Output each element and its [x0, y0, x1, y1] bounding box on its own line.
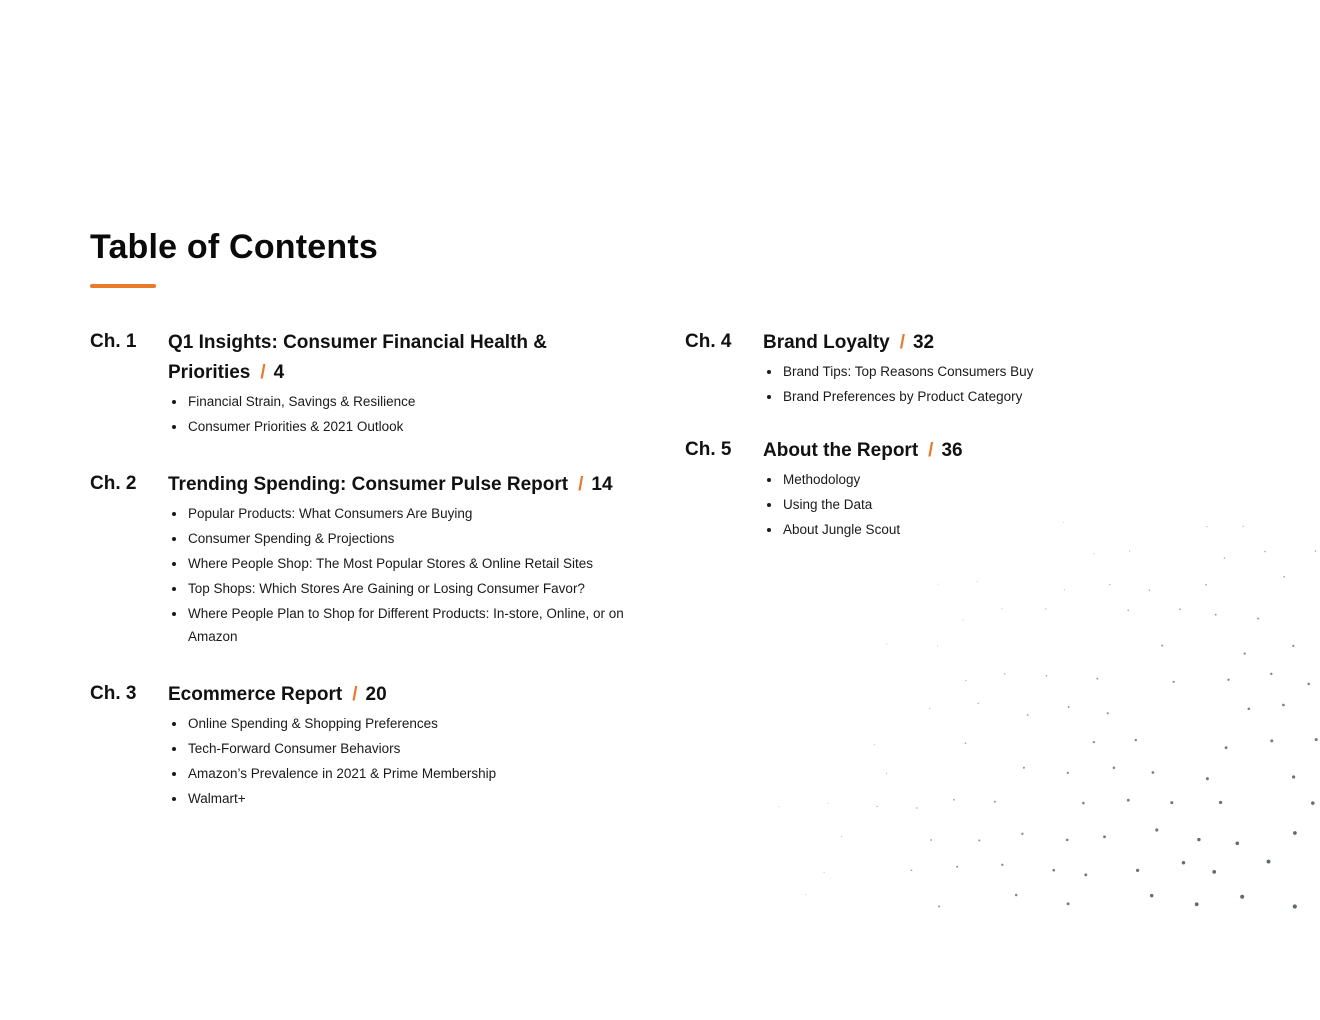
topic-list: [168, 390, 660, 438]
topic-item: Tech-Forward Consumer Behaviors: [168, 737, 660, 760]
separator-slash: /: [352, 684, 358, 705]
topic-item: Brand Preferences by Product Category: [763, 385, 1105, 408]
pattern-dot: [1152, 771, 1155, 774]
pattern-dot: [1135, 739, 1137, 741]
chapter-page-number: 32: [912, 332, 935, 353]
pattern-dot: [1021, 833, 1023, 835]
chapter-number: Ch. 2: [90, 473, 137, 494]
pattern-dot: [1155, 828, 1158, 831]
pattern-dot: [1315, 550, 1317, 552]
chapter-title: Trending Spending: Consumer Pulse Report: [168, 474, 569, 495]
separator-slash: /: [899, 332, 905, 353]
pattern-dot: [965, 743, 967, 745]
pattern-dot: [887, 644, 888, 645]
pattern-dot: [1173, 681, 1175, 683]
pattern-dot: [1094, 553, 1095, 554]
pattern-dot: [1205, 584, 1207, 586]
topic-item: Where People Shop: The Most Popular Stores & Online Retail Sites: [168, 552, 660, 575]
topic-item: Brand Tips: Top Reasons Consumers Buy: [763, 360, 1105, 383]
pattern-dot: [1107, 712, 1109, 714]
pattern-dot: [1127, 610, 1129, 612]
pattern-dot: [911, 869, 913, 871]
pattern-dot: [1023, 767, 1025, 769]
pattern-dot: [1264, 551, 1265, 552]
pattern-dot: [841, 836, 842, 837]
pattern-dot: [1027, 714, 1029, 716]
topic-list: [168, 712, 660, 810]
topic-item: Methodology: [763, 468, 1105, 491]
pattern-dot: [1046, 675, 1048, 677]
chapter-1: [90, 328, 660, 440]
chapter-2: [90, 470, 660, 650]
pattern-dot: [994, 801, 996, 803]
pattern-dot: [1212, 870, 1216, 874]
chapter-page-number: 4: [273, 362, 285, 383]
chapter-title: Brand Loyalty: [763, 332, 890, 353]
pattern-dot: [1244, 652, 1246, 654]
chapter-heading[interactable]: [168, 680, 660, 710]
pattern-dot: [1015, 894, 1018, 897]
pattern-dot: [1109, 584, 1110, 585]
pattern-dot: [1084, 873, 1087, 876]
pattern-dot: [1068, 706, 1070, 708]
topic-item: Financial Strain, Savings & Resilience: [168, 390, 660, 413]
pattern-dot: [956, 866, 958, 868]
pattern-dot: [1267, 860, 1271, 864]
pattern-dot: [1096, 678, 1098, 680]
pattern-dot: [1224, 557, 1225, 558]
chapter-title: About the Report: [763, 440, 919, 461]
pattern-dot: [1001, 608, 1002, 609]
pattern-dot: [1063, 522, 1064, 523]
pattern-dot: [1227, 679, 1229, 681]
pattern-dot: [1292, 645, 1294, 647]
topic-item: Online Spending & Shopping Preferences: [168, 712, 660, 735]
topic-item: Where People Plan to Shop for Different Products: In-store, Online, or on Amazon: [168, 602, 660, 648]
pattern-dot: [828, 803, 829, 804]
pattern-dot: [1136, 869, 1139, 872]
topic-item: Using the Data: [763, 493, 1105, 516]
toc-column-left: [90, 328, 660, 842]
pattern-dot: [824, 872, 825, 873]
pattern-dot: [1093, 741, 1095, 743]
chapter-heading[interactable]: [168, 470, 660, 500]
pattern-dot: [1225, 746, 1228, 749]
pattern-dot: [1052, 869, 1055, 872]
pattern-dot: [1197, 838, 1200, 841]
pattern-dot: [1150, 894, 1153, 897]
pattern-dot: [978, 839, 980, 841]
pattern-dot: [1311, 801, 1315, 805]
pattern-dot: [1066, 839, 1069, 842]
chapter-heading[interactable]: [763, 328, 1105, 358]
chapter-title: Q1 Insights: Consumer Financial Health & Priorities: [168, 332, 548, 383]
chapter-page-number: 36: [941, 440, 963, 461]
topic-item: Top Shops: Which Stores Are Gaining or Losing Consumer Favor?: [168, 577, 660, 600]
chapter-number: Ch. 4: [685, 331, 732, 352]
topic-item: Popular Products: What Consumers Are Buying: [168, 502, 660, 525]
pattern-dot: [779, 806, 780, 807]
topic-list: [763, 360, 1105, 408]
chapter-page-number: 20: [365, 684, 387, 705]
pattern-dot: [953, 799, 955, 801]
pattern-dot: [977, 703, 978, 704]
pattern-dot: [1206, 526, 1207, 527]
pattern-dot: [1282, 704, 1285, 707]
topic-item: Walmart+: [168, 787, 660, 810]
pattern-dot: [1103, 835, 1106, 838]
pattern-dot: [1240, 895, 1244, 899]
pattern-dot: [1161, 645, 1163, 647]
page-title: Table of Contents: [90, 228, 378, 266]
pattern-dot: [1170, 801, 1173, 804]
pattern-dot: [1257, 618, 1259, 620]
separator-slash: /: [578, 474, 584, 495]
pattern-dot: [1307, 683, 1310, 686]
pattern-dot: [1247, 707, 1250, 710]
chapter-number: Ch. 1: [90, 331, 137, 352]
pattern-dot: [1270, 739, 1273, 742]
pattern-dot: [1127, 799, 1130, 802]
pattern-dot: [1195, 902, 1199, 906]
chapter-page-number: 14: [591, 474, 613, 495]
pattern-dot: [1179, 608, 1181, 610]
chapter-number: Ch. 3: [90, 683, 137, 704]
pattern-dot: [1215, 614, 1217, 616]
pattern-dot: [1004, 673, 1005, 674]
pattern-dot: [805, 894, 806, 895]
pattern-dot: [916, 807, 918, 809]
pattern-dot: [1067, 772, 1069, 774]
topic-item: About Jungle Scout: [763, 518, 1105, 541]
pattern-dot: [1315, 738, 1318, 741]
pattern-dot: [1001, 864, 1003, 866]
pattern-dot: [937, 645, 938, 646]
pattern-dot: [963, 619, 964, 620]
pattern-dot: [1113, 767, 1116, 770]
pattern-dot: [938, 584, 939, 585]
pattern-dot: [965, 680, 966, 681]
topic-list: [168, 502, 660, 648]
pattern-dot: [1292, 775, 1295, 778]
chapter-4: [685, 328, 1105, 410]
pattern-dot: [1045, 608, 1046, 609]
topic-item: Consumer Priorities & 2021 Outlook: [168, 415, 660, 438]
topic-item: Amazon’s Prevalence in 2021 & Prime Membership: [168, 762, 660, 785]
pattern-dot: [930, 839, 932, 841]
pattern-dot: [1236, 842, 1240, 846]
chapter-heading[interactable]: [168, 328, 660, 388]
decorative-dot-pattern: [760, 520, 1320, 1020]
topic-item: Consumer Spending & Projections: [168, 527, 660, 550]
pattern-dot: [1067, 902, 1070, 905]
pattern-dot: [1293, 904, 1297, 908]
separator-slash: /: [928, 440, 934, 461]
separator-slash: /: [260, 362, 266, 383]
chapter-heading[interactable]: [763, 436, 1105, 466]
pattern-dot: [1182, 861, 1185, 864]
pattern-dot: [977, 581, 978, 582]
pattern-dot: [1219, 801, 1222, 804]
pattern-dot: [1283, 576, 1285, 578]
pattern-dot: [1242, 526, 1243, 527]
chapter-number: Ch. 5: [685, 439, 732, 460]
pattern-dot: [1206, 777, 1209, 780]
pattern-dot: [929, 708, 930, 709]
pattern-dot: [1293, 831, 1297, 835]
chapter-title: Ecommerce Report: [168, 684, 343, 705]
pattern-dot: [1270, 673, 1272, 675]
title-underline: [90, 284, 156, 288]
pattern-dot: [1129, 550, 1130, 551]
pattern-dot: [1149, 589, 1150, 590]
pattern-dot: [877, 806, 878, 807]
pattern-dot: [874, 744, 875, 745]
chapter-3: [90, 680, 660, 812]
pattern-dot: [938, 905, 940, 907]
pattern-dot: [1082, 802, 1085, 805]
pattern-dot: [1064, 589, 1065, 590]
pattern-dot: [886, 773, 887, 774]
